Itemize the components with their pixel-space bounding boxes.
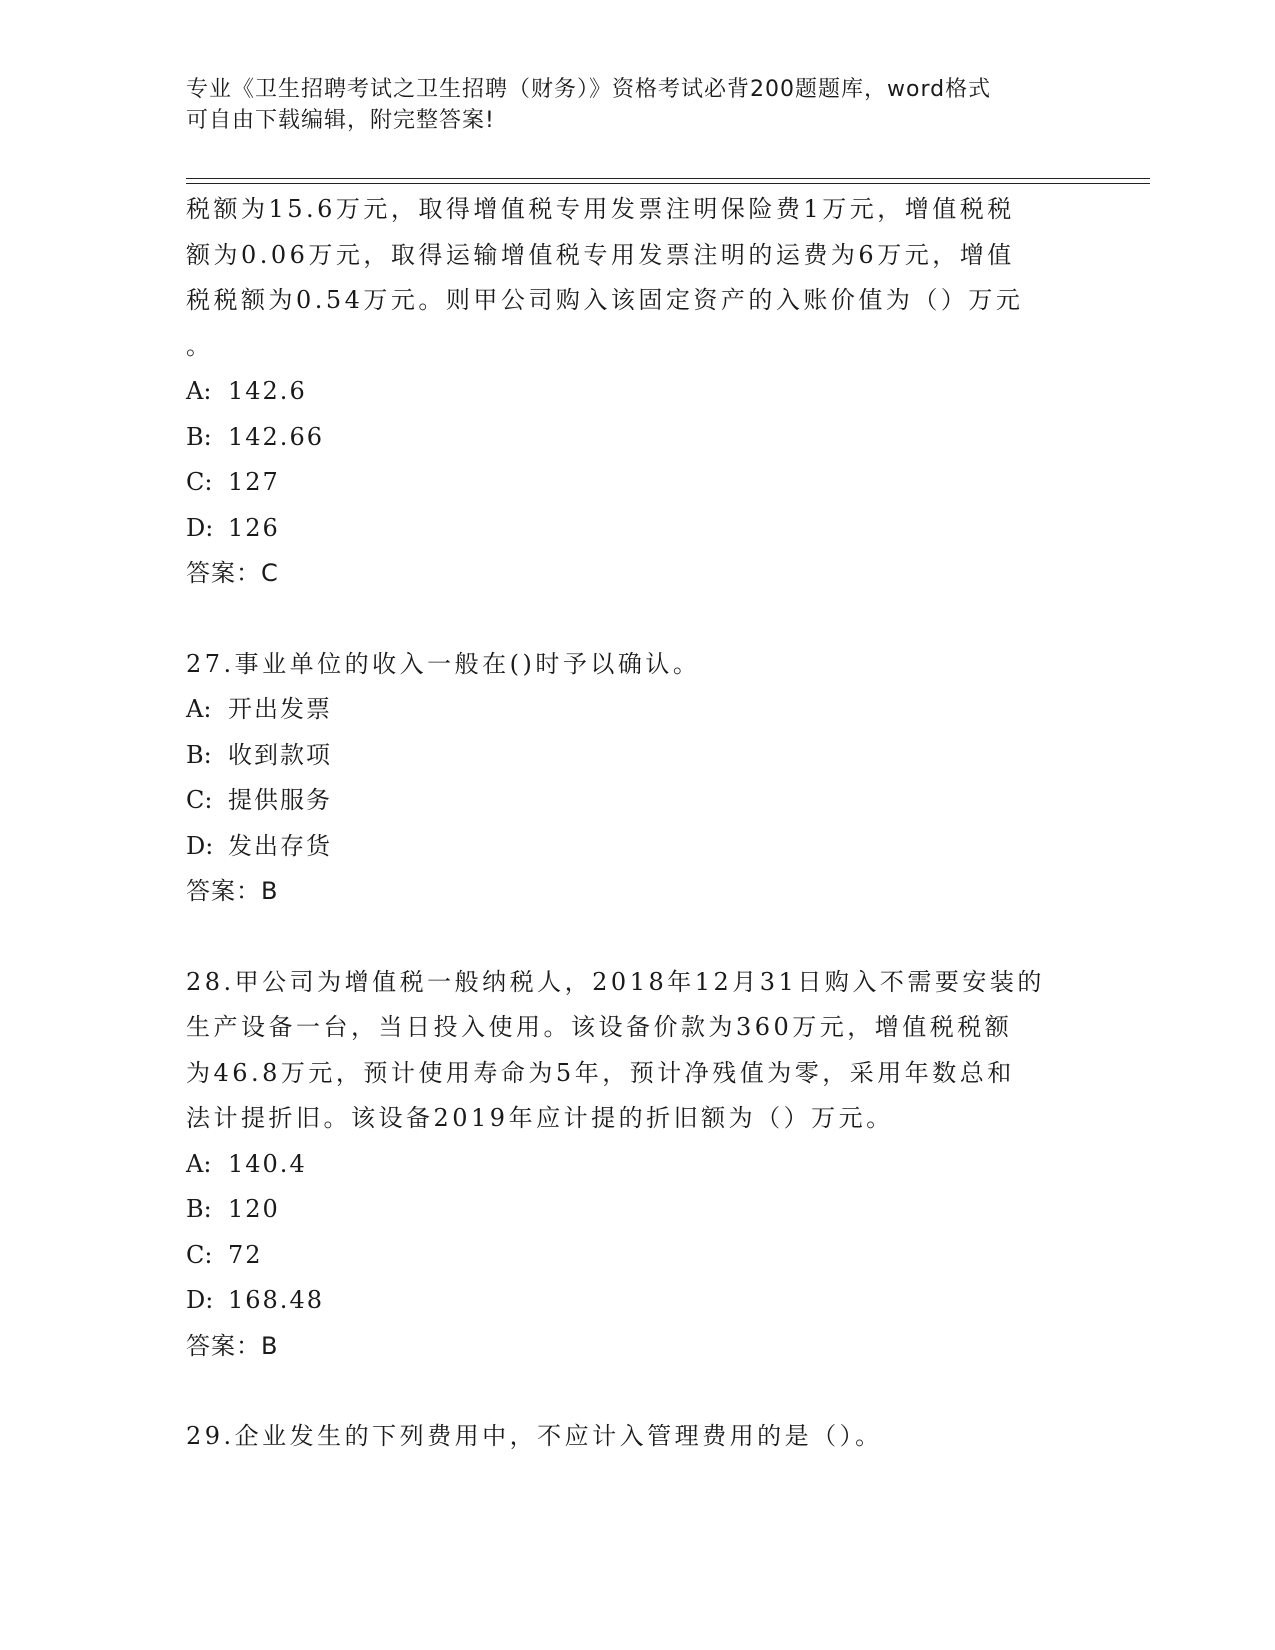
- option-letter: A:: [186, 695, 212, 723]
- option-letter: C:: [186, 786, 213, 814]
- option-a: [186, 369, 1086, 415]
- option-text: 发出存货: [228, 831, 332, 860]
- option-letter: A:: [186, 1149, 212, 1178]
- option-d: [186, 506, 1086, 552]
- option-letter: D:: [186, 831, 214, 860]
- question-text-line: 。: [186, 331, 214, 360]
- option-text: 开出发票: [228, 695, 332, 723]
- spacer: [186, 597, 1086, 642]
- option-text: 72: [228, 1240, 263, 1269]
- option-text: 120: [228, 1195, 280, 1223]
- option-letter: B:: [186, 1195, 212, 1223]
- option-b: [186, 415, 1086, 461]
- question-text-line: 29.企业发生的下列费用中，不应计入管理费用的是（）。: [186, 1422, 883, 1450]
- question-27: [186, 642, 1086, 915]
- question-29: [186, 1414, 1086, 1460]
- option-b: [186, 1187, 1086, 1233]
- option-text: 收到款项: [228, 740, 332, 769]
- header-divider-top: [186, 178, 1150, 179]
- option-text: 127: [228, 468, 280, 496]
- question-text-line: 税税额为0.54万元。则甲公司购入该固定资产的入账价值为（）万元: [186, 286, 1024, 314]
- question-text-line: 为46.8万元，预计使用寿命为5年，预计净残值为零，采用年数总和: [186, 1058, 1015, 1087]
- option-text: 126: [228, 513, 280, 542]
- question-text-line: 税额为15.6万元，取得增值税专用发票注明保险费1万元，增值税税: [186, 195, 1015, 223]
- question-text-line: 额为0.06万元，取得运输增值税专用发票注明的运费为6万元，增值: [186, 240, 1015, 269]
- answer-line: 答案：B: [186, 1331, 279, 1360]
- document-body: [186, 187, 1086, 1460]
- spacer: [186, 915, 1086, 960]
- question-text-line: 法计提折旧。该设备2019年应计提的折旧额为（）万元。: [186, 1104, 894, 1132]
- option-text: 提供服务: [228, 786, 332, 814]
- spacer: [186, 1369, 1086, 1414]
- option-c: [186, 460, 1086, 506]
- option-text: 142.6: [228, 377, 307, 405]
- header-line-1: 专业《卫生招聘考试之卫生招聘（财务）》资格考试必背200题题库，word格式: [186, 77, 992, 102]
- question-text-line: 生产设备一台，当日投入使用。该设备价款为360万元，增值税税额: [186, 1013, 1013, 1041]
- option-letter: C:: [186, 1240, 213, 1269]
- document-header: [186, 74, 1066, 136]
- option-letter: B:: [186, 740, 212, 769]
- option-text: 168.48: [228, 1286, 324, 1314]
- option-b: [186, 733, 1086, 779]
- option-c: [186, 1233, 1086, 1279]
- option-letter: D:: [186, 1286, 214, 1314]
- option-a: [186, 1142, 1086, 1188]
- question-28: [186, 960, 1086, 1370]
- option-c: [186, 778, 1086, 824]
- option-text: 140.4: [228, 1149, 307, 1178]
- answer-line: 答案：C: [186, 559, 279, 587]
- option-text: 142.66: [228, 422, 324, 451]
- option-d: [186, 1278, 1086, 1324]
- option-letter: B:: [186, 422, 212, 451]
- option-d: [186, 824, 1086, 870]
- header-divider-bottom: [186, 183, 1150, 184]
- answer-line: 答案：B: [186, 877, 279, 905]
- option-letter: D:: [186, 513, 214, 542]
- header-line-2: 可自由下载编辑，附完整答案!: [186, 108, 495, 133]
- option-a: [186, 687, 1086, 733]
- option-letter: A:: [186, 377, 212, 405]
- option-letter: C:: [186, 468, 213, 496]
- question-text-line: 27.事业单位的收入一般在()时予以确认。: [186, 649, 701, 678]
- question-text-line: 28.甲公司为增值税一般纳税人，2018年12月31日购入不需要安装的: [186, 967, 1045, 996]
- question-26: [186, 187, 1086, 597]
